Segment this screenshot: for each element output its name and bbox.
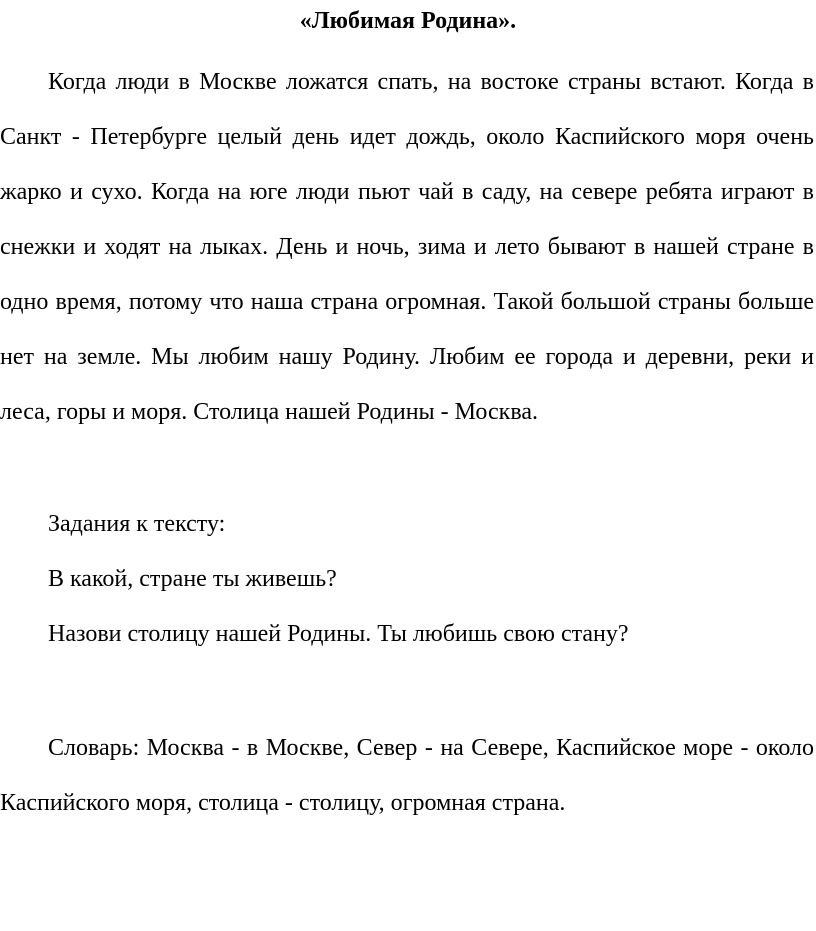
task-question-2: Назови столицу нашей Родины. Ты любишь свою стану?	[48, 621, 629, 647]
document-title: «Любимая Родина».	[299, 8, 517, 34]
vocabulary-paragraph: Словарь: Москва - в Москве, Север - на Севере, Каспийское море - около Каспийского моря, столица - столицу, огромная страна.	[0, 735, 814, 816]
tasks-heading: Задания к тексту:	[48, 511, 226, 537]
task-question-1: В какой, стране ты живешь?	[48, 566, 337, 592]
main-paragraph: Когда люди в Москве ложатся спать, на востоке страны встают. Когда в Санкт - Петербурге целый день идет дождь, около Каспийского моря очень жарко и сухо. Когда на юге люди пьют чай в саду, на севере ребята играют в снежки и ходят на лыках. День и ночь, зима и лето бывают в нашей стране в одно время, потому что наша страна огромная. Такой большой страны больше нет на земле. Мы любим нашу Родину. Любим ее города и деревни, реки и леса, горы и моря. Столица нашей Родины - Москва.	[0, 69, 814, 425]
